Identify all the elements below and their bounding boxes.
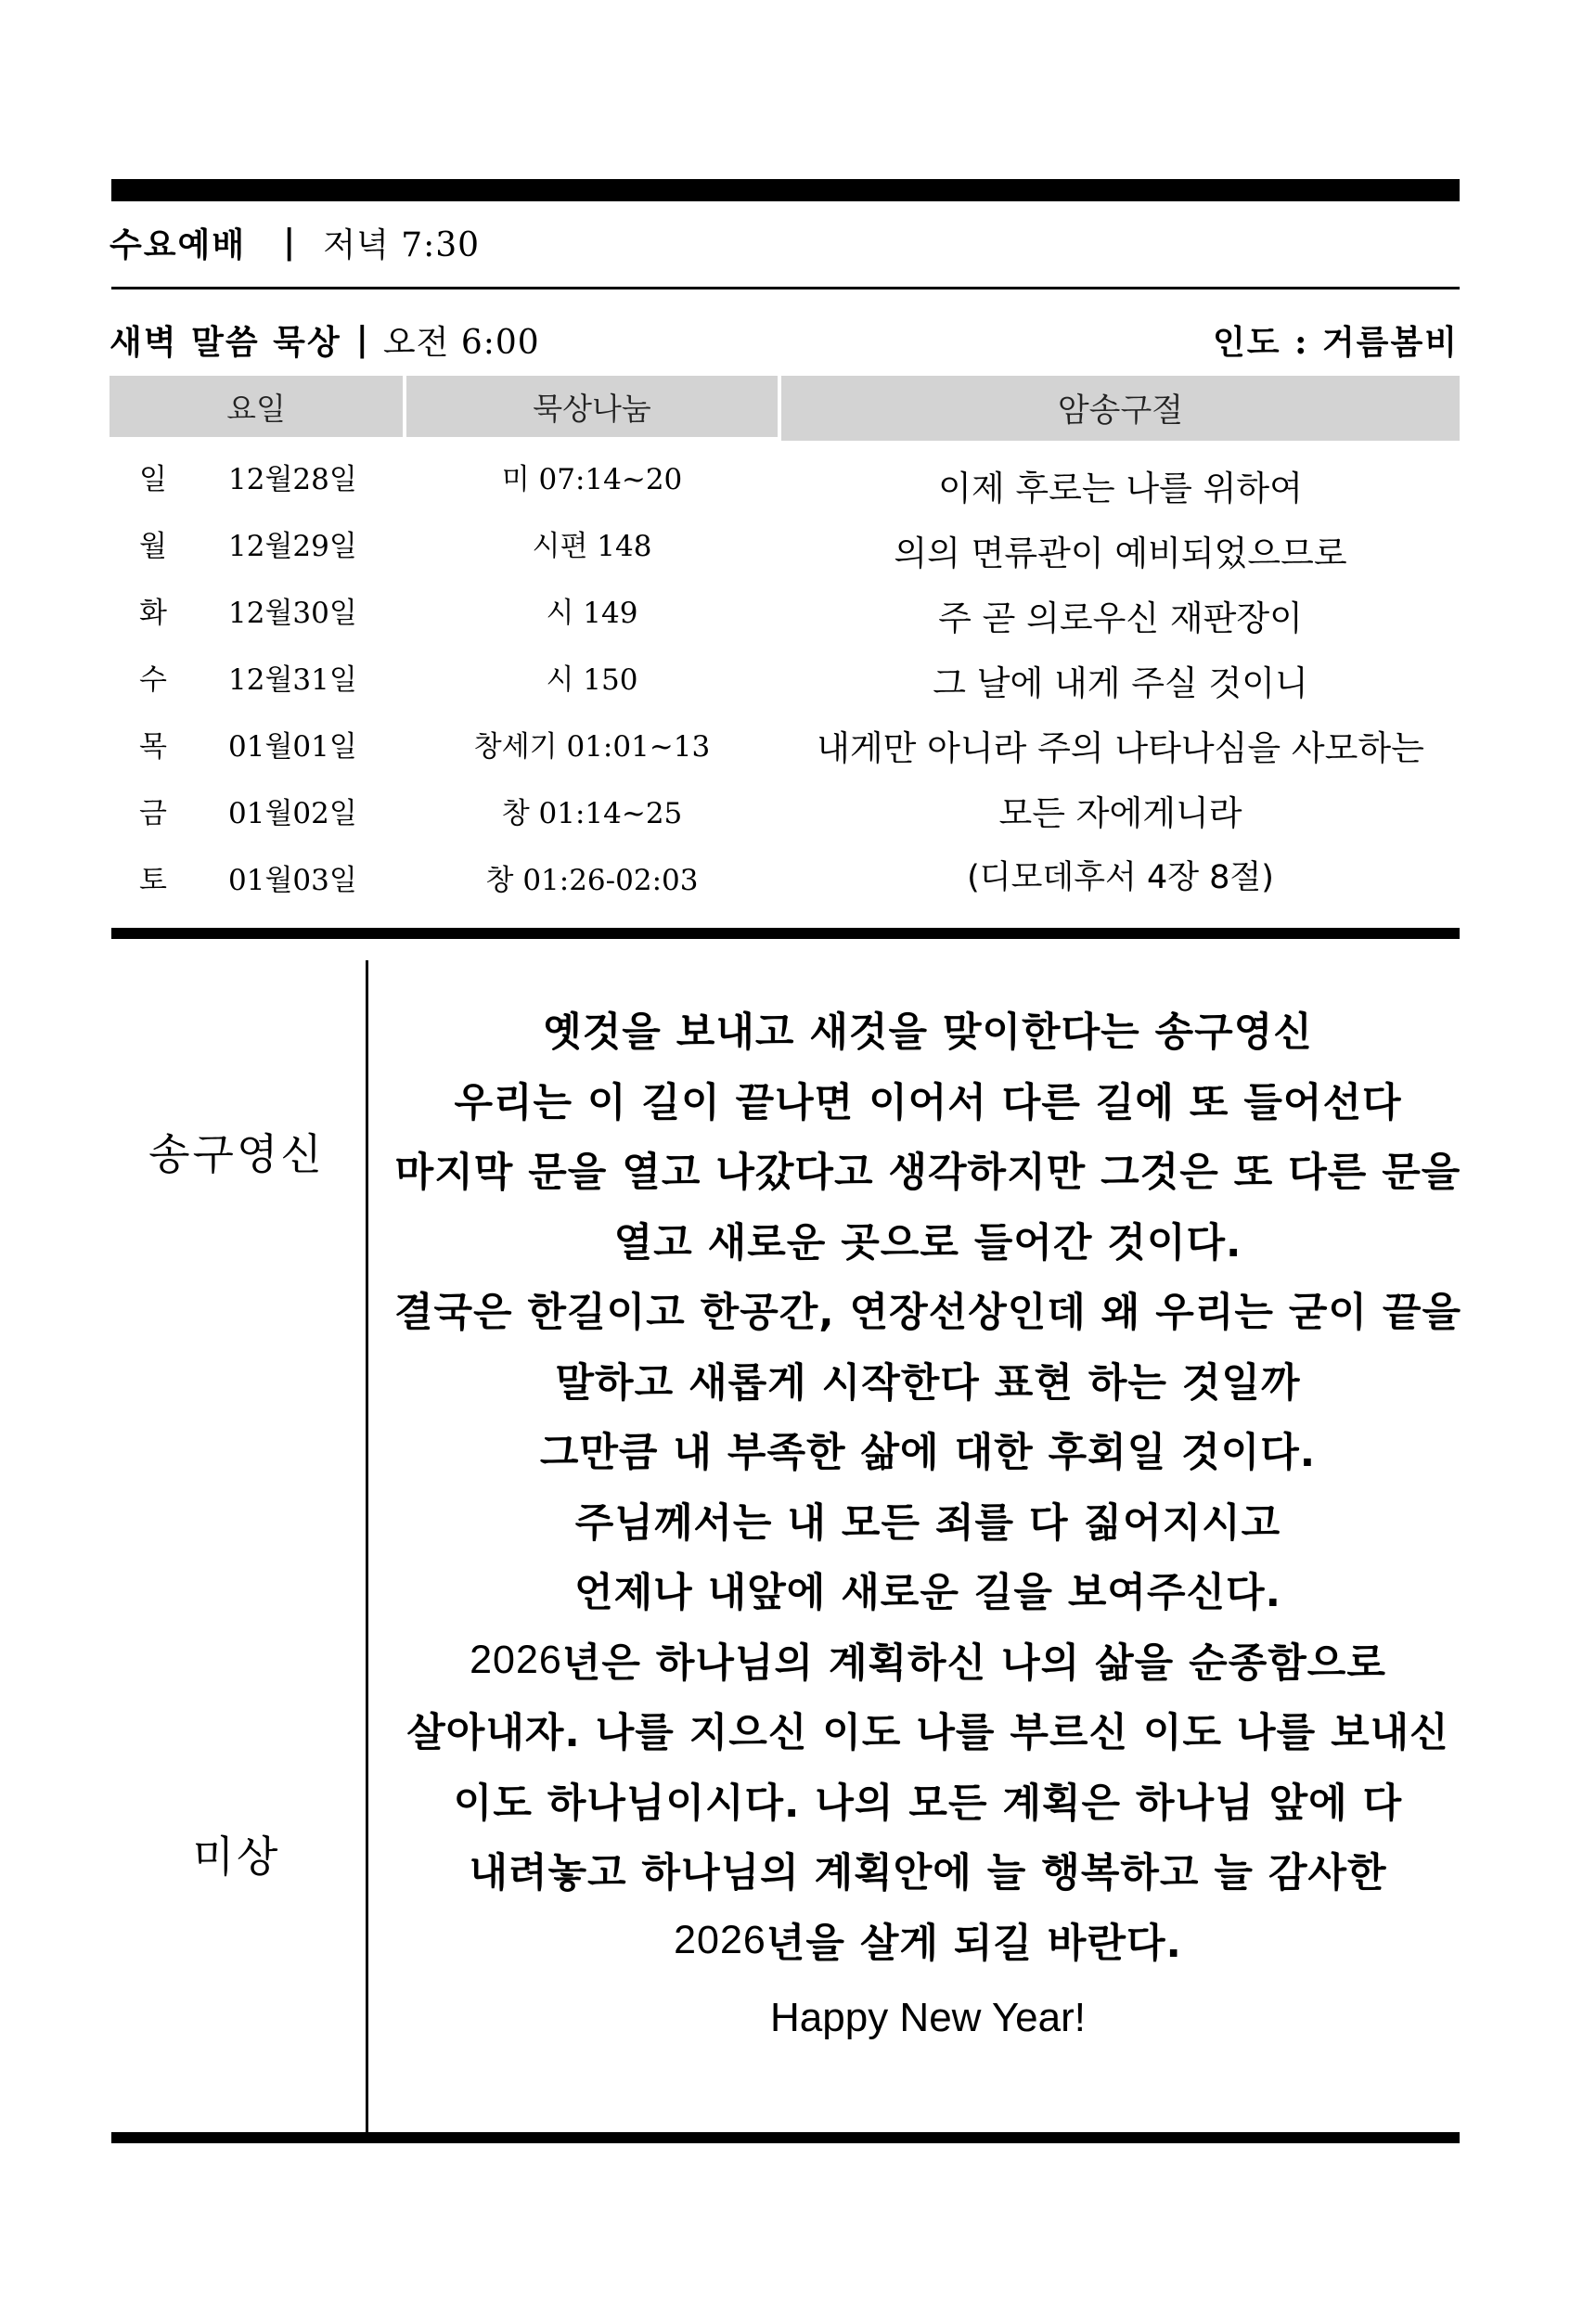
vertical-divider (366, 960, 368, 2139)
row-passage: 창 01:14~25 (501, 796, 683, 830)
wednesday-service-row (109, 216, 480, 268)
row-day: 일 (139, 462, 167, 496)
table-header-meditation: 묵상나눔 (406, 376, 778, 437)
bottom-border-bar (111, 2132, 1460, 2143)
wednesday-service-title: 수요예배 (109, 225, 247, 264)
row-passage: 창 01:26-02:03 (485, 863, 699, 897)
memory-verse-line: 그 날에 내게 주실 것이니 (933, 663, 1308, 703)
divider-line (111, 287, 1460, 289)
reflection-line: 2026 년을 살게 되길 바란다. (674, 1917, 1182, 1967)
row-date: 01월03일 (228, 863, 357, 897)
reflection-line: 언제나 내앞에 새로운 길을 보여주신다. (574, 1570, 1281, 1617)
dawn-meditation-row (109, 314, 540, 366)
row-day: 화 (139, 596, 167, 630)
reflection-line: 말하고 새롭게 시작한다 표현 하는 것일까 (555, 1359, 1301, 1407)
leader-label: 인도 : 거름봄비 (1212, 322, 1459, 362)
dawn-meditation-title: 새벽 말씀 묵상 (109, 322, 341, 362)
reflection-line: 옛것을 보내고 새것을 맞이한다는 송구영신 (543, 1009, 1313, 1057)
reflection-body (390, 995, 1466, 2053)
memory-verse-line: 의의 면류관이 예비되었으므로 (894, 533, 1347, 573)
top-border-bar (111, 179, 1460, 201)
reflection-line: 그만큼 내 부족한 삶에 대한 후회일 것이다. (539, 1430, 1317, 1477)
memory-verse-block (781, 453, 1460, 907)
row-day: 토 (139, 863, 167, 897)
memory-verse-line: 주 곧 의로우신 재판장이 (938, 598, 1303, 638)
reflection-line: 결국은 한길이고 한공간, 연장선상인데 왜 우리는 굳이 끝을 (393, 1290, 1462, 1337)
wednesday-service-time: 저녁 7:30 (323, 225, 481, 264)
row-date: 12월30일 (228, 596, 357, 630)
memory-verse-line: 모든 자에게니라 (998, 793, 1242, 833)
row-day: 금 (139, 796, 167, 830)
author-label: 미상 (192, 1832, 281, 1882)
reflection-line: 우리는 이 길이 끝나면 이어서 다른 길에 또 들어선다 (454, 1079, 1402, 1126)
row-passage: 창세기 01:01~13 (473, 729, 711, 764)
table-header-memory-verse: 암송구절 (781, 376, 1460, 441)
row-day: 목 (139, 729, 167, 764)
row-passage: 시 149 (546, 596, 638, 630)
row-passage: 시 150 (546, 662, 638, 697)
separator: | (283, 223, 296, 262)
row-date: 01월02일 (228, 796, 357, 830)
memory-verse-reference: (디모데후서 4장 8절) (967, 859, 1274, 896)
greeting-line: Happy New Year! (770, 1994, 1086, 2040)
row-date: 01월01일 (228, 729, 357, 764)
row-date: 12월29일 (228, 529, 357, 563)
row-passage: 시편 148 (532, 529, 652, 563)
reflection-line: 이도 하나님이시다. 나의 모든 계획은 하나님 앞에 다 (453, 1780, 1403, 1827)
reflection-line: 2026 년은 하나님의 계획하신 나의 삶을 순종함으로 (470, 1637, 1386, 1687)
row-date: 12월28일 (228, 462, 357, 496)
section-separator-bar (111, 928, 1460, 939)
section-label: 송구영신 (148, 1129, 325, 1179)
reflection-line: 살아내자. 나를 지으신 이도 나를 부르신 이도 나를 보내신 (406, 1710, 1449, 1757)
row-passage: 미 07:14~20 (501, 462, 683, 496)
reflection-line: 주님께서는 내 모든 죄를 다 짊어지시고 (574, 1499, 1281, 1547)
row-day: 수 (139, 662, 167, 697)
row-date: 12월31일 (228, 662, 357, 697)
separator: | (355, 320, 368, 359)
reflection-line: 마지막 문을 열고 나갔다고 생각하지만 그것은 또 다른 문을 (394, 1150, 1461, 1197)
row-day: 월 (139, 529, 167, 563)
memory-verse-line: 내게만 아니라 주의 나타나심을 사모하는 (817, 728, 1424, 768)
memory-verse-line: 이제 후로는 나를 위하여 (938, 469, 1303, 508)
reflection-line: 열고 새로운 곳으로 들어간 것이다. (613, 1219, 1242, 1266)
reflection-line: 내려놓고 하나님의 계획안에 늘 행복하고 늘 감사한 (469, 1850, 1387, 1897)
table-header-day: 요일 (109, 376, 403, 437)
dawn-meditation-time: 오전 6:00 (382, 323, 540, 362)
